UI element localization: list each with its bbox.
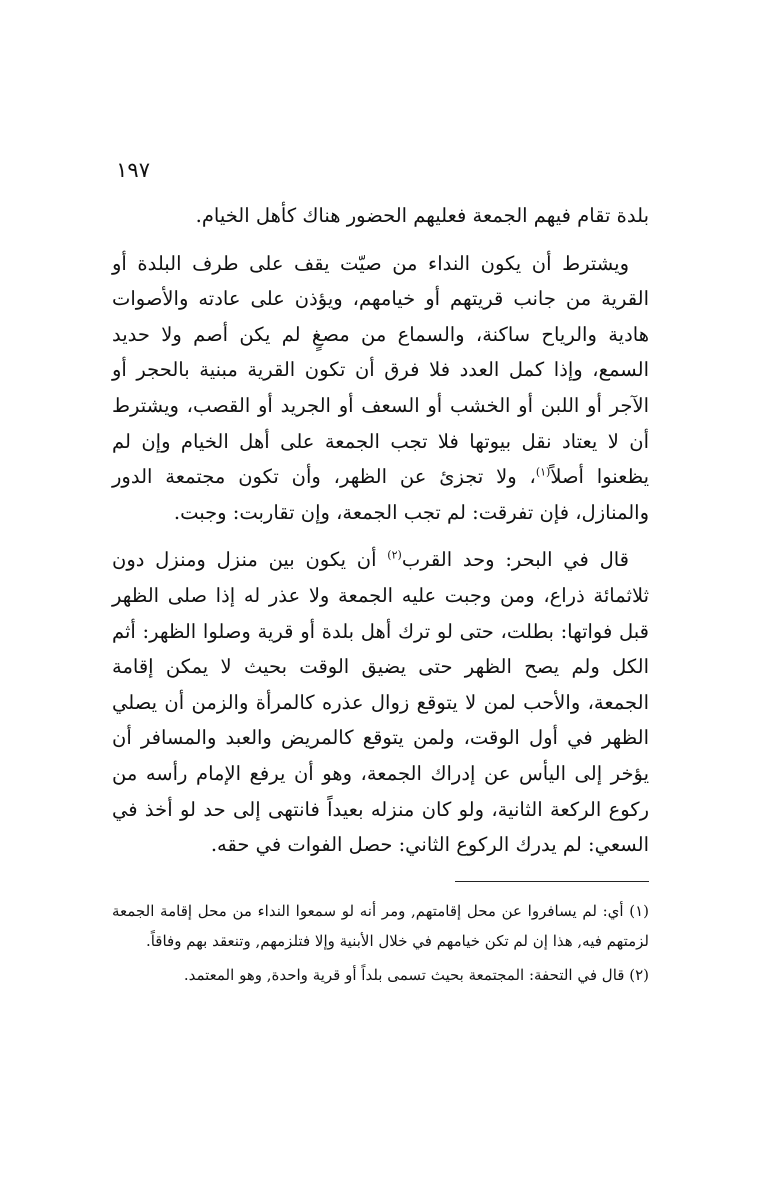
footnote-2: (٢) قال في التحفة: المجتمعة بحيث تسمى بلداً أو قرية واحدة, وهو المعتمد. — [183, 966, 649, 984]
footnote-ref-1: (١) — [535, 465, 551, 479]
paragraph-2-part-1: ويشترط أن يكون النداء من صيّت يقف على طرف البلدة أو القرية من جانب قريتهم أو خيامهم، ويؤذن على عادته والأصوات هادية والرياح ساكنة، والسماع من مصغٍ لم يكن أصم ولا حديد السمع، وإذا كمل العدد فلا فرق أن تكون القرية مبنية بالحجر أو الآجر أو اللبن أو الخشب أو السعف أو الجريد أو القصب، ويشترط أن لا يعتاد نقل بيوتها فلا تجب الجمعة على أهل الخيام وإن لم يظعنوا أصلاً — [112, 251, 649, 489]
paragraph-2-part-2: ، ولا تجزئ عن الظهر، وأن تكون مجتمعة الدور والمنازل، فإن تفرقت: لم تجب الجمعة، وإن تقاربت: وجبت. — [112, 465, 649, 524]
paragraph-2 — [112, 246, 649, 531]
footnote-divider — [455, 881, 649, 882]
paragraph-3-part-2: أن يكون بين منزل ومنزل دون ثلاثمائة ذراع، ومن وجبت عليه الجمعة ولا عذر له إذا صلى الظهر قبل فواتها: بطلت، حتى لو ترك أهل بلدة أو قرية وصلوا الظهر: أثم الكل ولم يصح الظهر حتى يضيق الوقت بحيث لا يمكن إقامة الجمعة، والأحب لمن لا يتوقع زوال عذره كالمرأة والزمن أن يصلي الظهر في أول الوقت، ولمن يتوقع كالمريض والعبد والمسافر أن يؤخر إلى اليأس عن إدراك الجمعة، وهو أن يرفع الإمام رأسه من ركوع الركعة الثانية، ولو كان منزله بعيداً فانتهى إلى حد لو أخذ في السعي: لم يدرك الركوع الثاني: حصل الفوات في حقه. — [112, 548, 649, 857]
paragraph-3-part-1: قال في البحر: وحد القرب — [401, 548, 629, 572]
page-number: ١٩٧ — [116, 158, 150, 182]
footnotes — [112, 896, 649, 994]
footnote-ref-2: (٢) — [387, 548, 402, 562]
footnote-1: (١) أي: لم يسافروا عن محل إقامتهم, ومر أنه لو سمعوا النداء من محل إقامة الجمعة لزمتهم فيه, هذا إن لم تكن خيامهم في خلال الأبنية وإلا فتلزمهم, وتنعقد بهم وفاقاً. — [112, 902, 649, 950]
paragraph-1: بلدة تقام فيهم الجمعة فعليهم الحضور هناك كأهل الخيام. — [195, 204, 649, 227]
paragraph-3 — [112, 542, 649, 862]
main-text — [112, 198, 649, 863]
